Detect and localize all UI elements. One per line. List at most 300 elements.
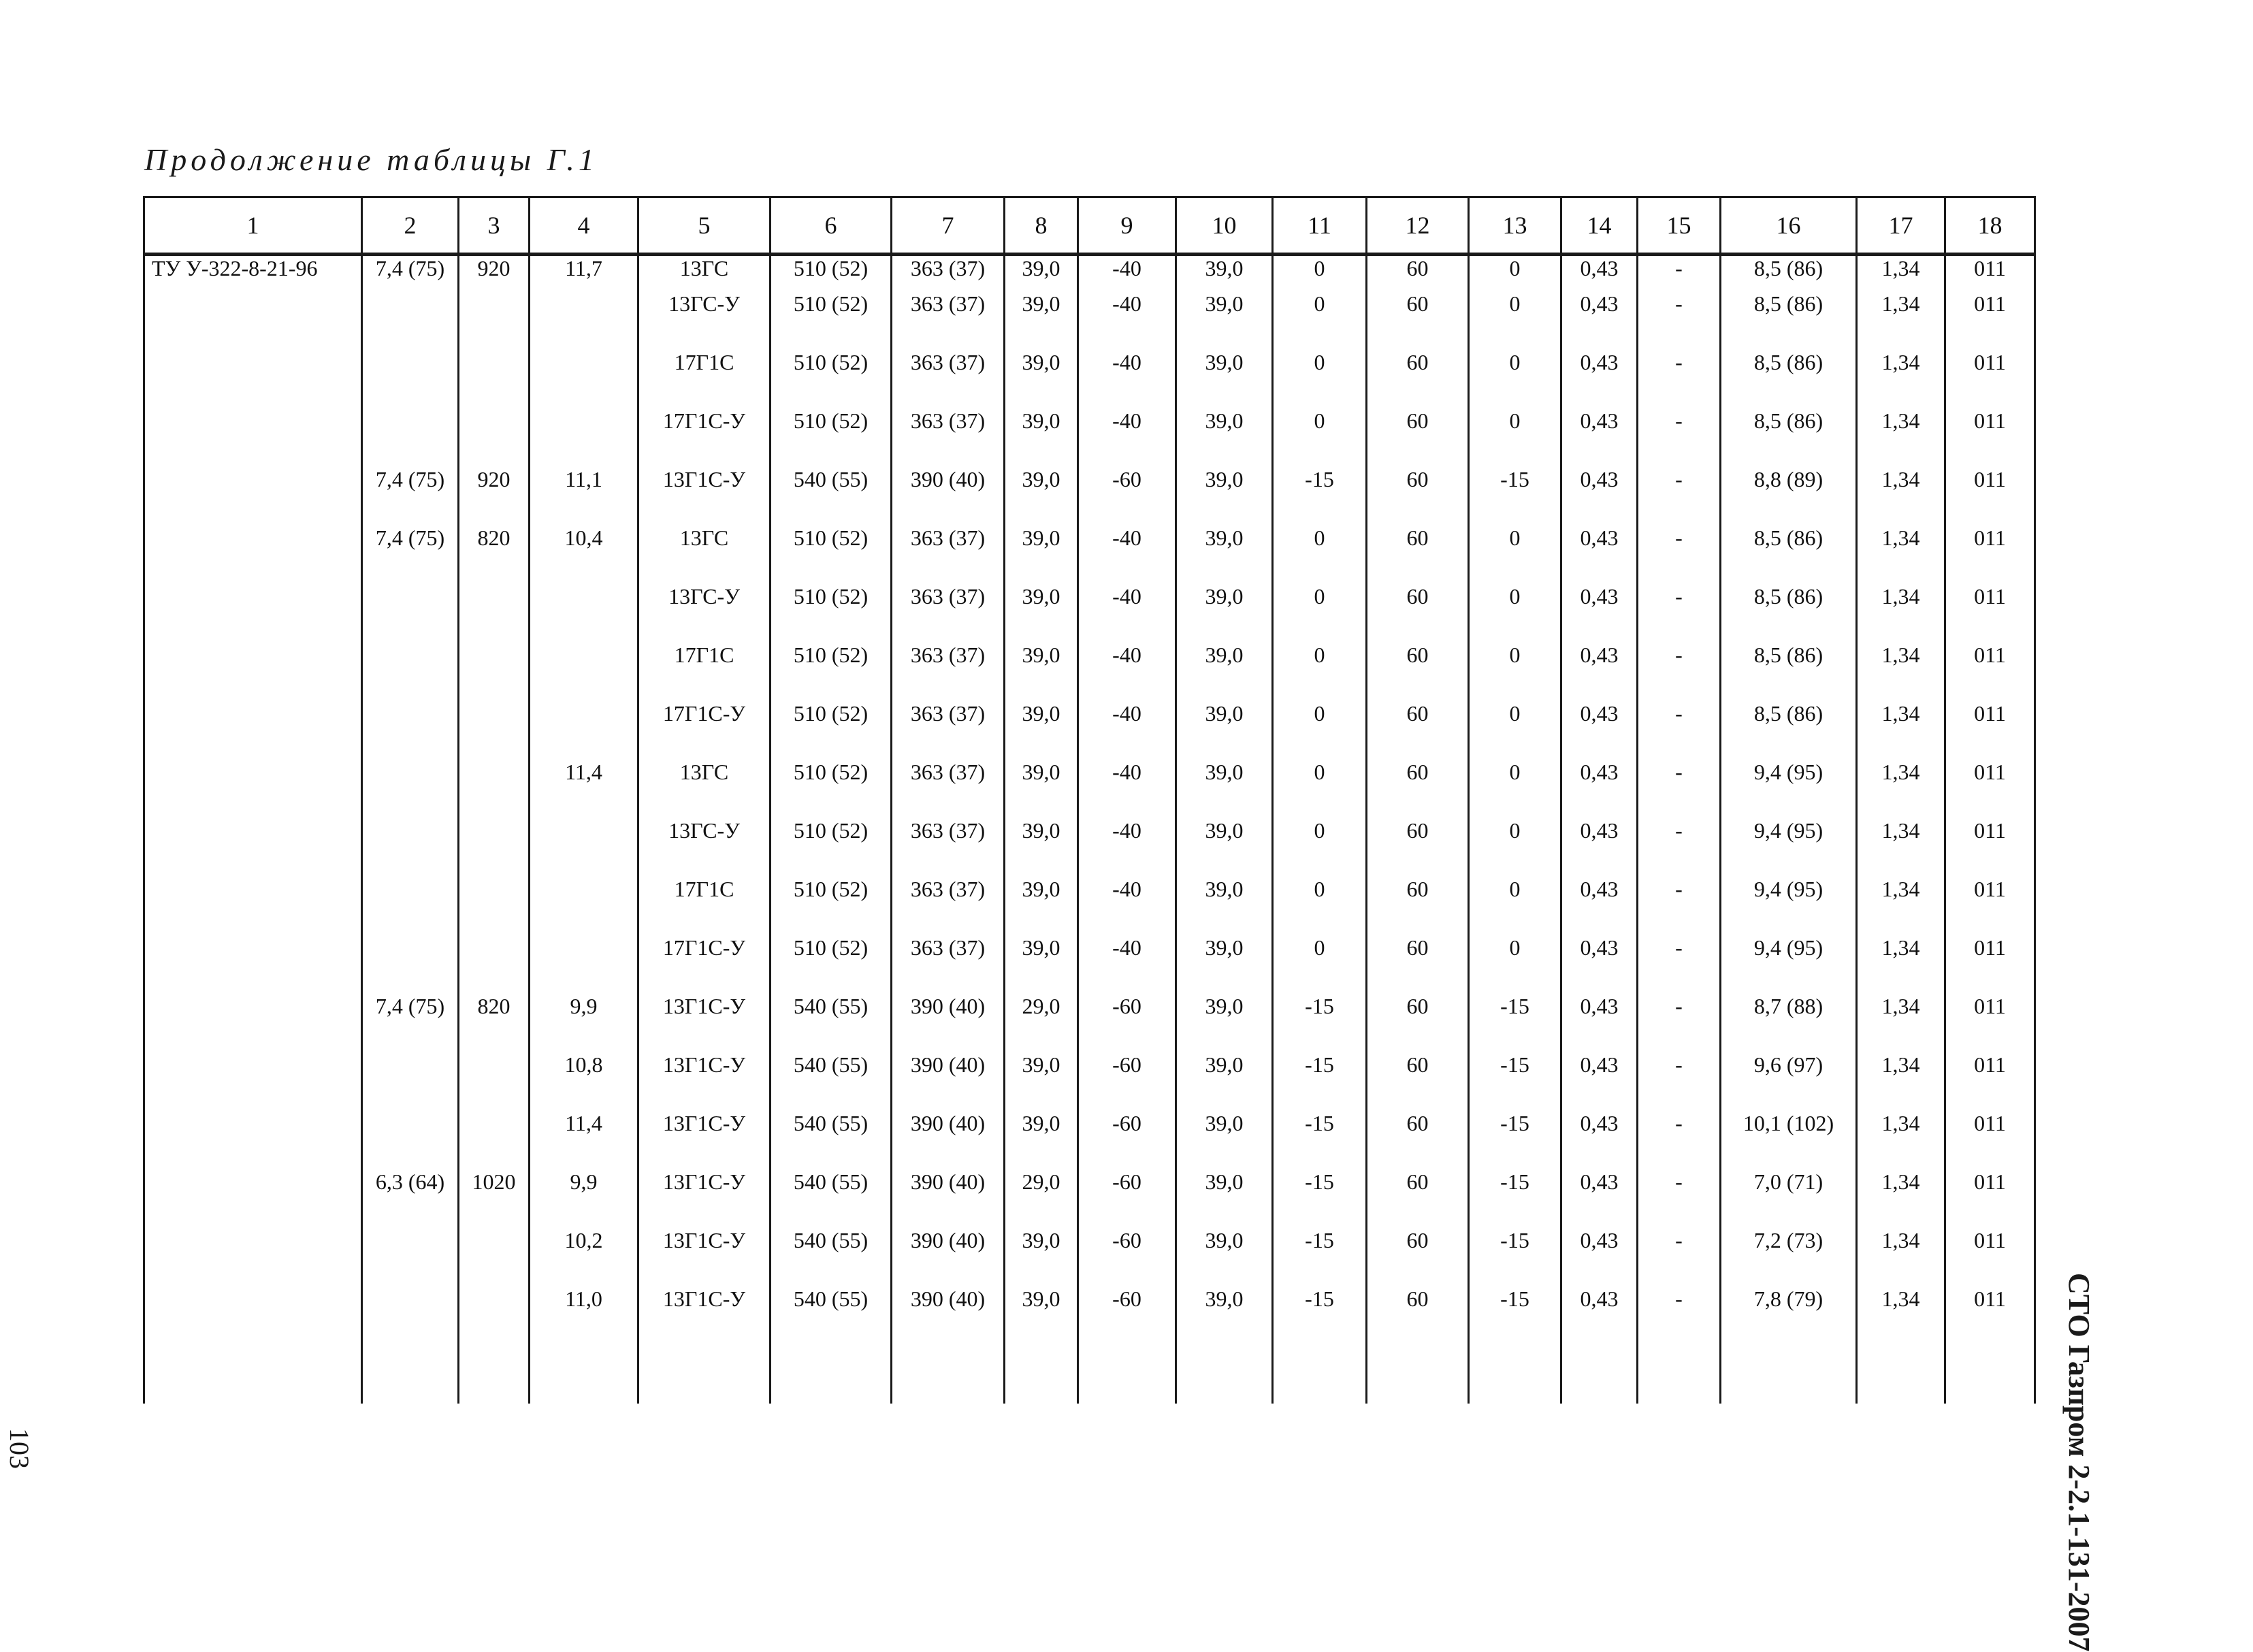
table-cell-col-14: 0,43 xyxy=(1561,877,1638,935)
table-cell-col-3: 820 xyxy=(459,994,530,1052)
table-cell-col-14: 0,43 xyxy=(1561,291,1638,350)
table-cell-col-5: 13Г1С-У xyxy=(638,1052,771,1111)
table-cell-col-18: 011 xyxy=(1945,935,2035,994)
column-header-18: 18 xyxy=(1945,197,2035,255)
table-cell-col-16: 8,8 (89) xyxy=(1721,467,1857,525)
table-row xyxy=(144,643,2035,701)
table-header-row xyxy=(144,197,2035,255)
table-cell-col-10: 39,0 xyxy=(1176,1169,1273,1228)
table-cell-col-4: 11,0 xyxy=(530,1286,638,1404)
table-cell-col-1 xyxy=(144,1169,362,1228)
table-cell-col-11: 0 xyxy=(1273,643,1367,701)
table-cell-col-12: 60 xyxy=(1367,818,1469,877)
table-cell-col-16: 8,7 (88) xyxy=(1721,994,1857,1052)
table-cell-col-5: 17Г1С-У xyxy=(638,935,771,994)
table-cell-col-4 xyxy=(530,935,638,994)
table-cell-col-13: 0 xyxy=(1469,877,1561,935)
column-header-3: 3 xyxy=(459,197,530,255)
table-cell-col-18: 011 xyxy=(1945,643,2035,701)
table-cell-col-10: 39,0 xyxy=(1176,291,1273,350)
table-cell-col-9: -40 xyxy=(1078,877,1176,935)
table-row xyxy=(144,818,2035,877)
table-cell-col-9: -40 xyxy=(1078,408,1176,467)
table-cell-col-17: 1,34 xyxy=(1857,643,1945,701)
table-cell-col-10: 39,0 xyxy=(1176,877,1273,935)
table-cell-col-16: 9,6 (97) xyxy=(1721,1052,1857,1111)
table-cell-col-2 xyxy=(362,1052,459,1111)
table-cell-col-11: 0 xyxy=(1273,255,1367,292)
column-header-6: 6 xyxy=(771,197,892,255)
column-header-13: 13 xyxy=(1469,197,1561,255)
table-cell-col-1 xyxy=(144,584,362,643)
table-cell-col-13: -15 xyxy=(1469,1228,1561,1286)
table-cell-col-15: - xyxy=(1638,467,1721,525)
data-table xyxy=(143,196,2036,1404)
table-cell-col-6: 510 (52) xyxy=(771,760,892,818)
table-cell-col-5: 13ГС xyxy=(638,525,771,584)
table-cell-col-3 xyxy=(459,1111,530,1169)
table-row xyxy=(144,877,2035,935)
table-cell-col-3: 920 xyxy=(459,467,530,525)
table-cell-col-15: - xyxy=(1638,877,1721,935)
table-cell-col-11: -15 xyxy=(1273,1228,1367,1286)
table-cell-col-5: 13ГС-У xyxy=(638,291,771,350)
table-cell-col-11: 0 xyxy=(1273,877,1367,935)
table-cell-col-15: - xyxy=(1638,1169,1721,1228)
table-cell-col-9: -40 xyxy=(1078,255,1176,292)
table-cell-col-9: -60 xyxy=(1078,1169,1176,1228)
table-cell-col-14: 0,43 xyxy=(1561,350,1638,408)
table-cell-col-11: 0 xyxy=(1273,350,1367,408)
table-cell-col-12: 60 xyxy=(1367,408,1469,467)
table-cell-col-1 xyxy=(144,408,362,467)
table-cell-col-17: 1,34 xyxy=(1857,584,1945,643)
table-cell-col-11: -15 xyxy=(1273,1169,1367,1228)
table-cell-col-6: 540 (55) xyxy=(771,1286,892,1404)
table-cell-col-17: 1,34 xyxy=(1857,701,1945,760)
table-cell-col-8: 39,0 xyxy=(1005,1111,1078,1169)
table-cell-col-8: 39,0 xyxy=(1005,291,1078,350)
table-cell-col-5: 17Г1С-У xyxy=(638,701,771,760)
table-cell-col-1 xyxy=(144,643,362,701)
table-cell-col-13: 0 xyxy=(1469,255,1561,292)
table-cell-col-3 xyxy=(459,760,530,818)
column-header-9: 9 xyxy=(1078,197,1176,255)
table-cell-col-4 xyxy=(530,643,638,701)
table-cell-col-10: 39,0 xyxy=(1176,643,1273,701)
table-cell-col-2: 7,4 (75) xyxy=(362,467,459,525)
table-body xyxy=(144,255,2035,1404)
table-cell-col-5: 13Г1С-У xyxy=(638,467,771,525)
table-cell-col-5: 13Г1С-У xyxy=(638,1228,771,1286)
table-cell-col-7: 363 (37) xyxy=(892,643,1005,701)
table-cell-col-11: -15 xyxy=(1273,467,1367,525)
table-cell-col-10: 39,0 xyxy=(1176,701,1273,760)
table-cell-col-8: 29,0 xyxy=(1005,994,1078,1052)
table-cell-col-17: 1,34 xyxy=(1857,408,1945,467)
table-cell-col-13: 0 xyxy=(1469,643,1561,701)
table-cell-col-5: 13ГС xyxy=(638,760,771,818)
table-cell-col-13: -15 xyxy=(1469,467,1561,525)
table-cell-col-12: 60 xyxy=(1367,1169,1469,1228)
table-cell-col-9: -40 xyxy=(1078,643,1176,701)
table-cell-col-5: 17Г1С xyxy=(638,643,771,701)
table-cell-col-17: 1,34 xyxy=(1857,1228,1945,1286)
table-cell-col-1 xyxy=(144,701,362,760)
table-cell-col-12: 60 xyxy=(1367,255,1469,292)
table-cell-col-14: 0,43 xyxy=(1561,584,1638,643)
table-cell-col-3 xyxy=(459,643,530,701)
table-cell-col-10: 39,0 xyxy=(1176,584,1273,643)
table-cell-col-16: 8,5 (86) xyxy=(1721,701,1857,760)
table-cell-col-15: - xyxy=(1638,643,1721,701)
table-cell-col-1 xyxy=(144,1052,362,1111)
table-cell-col-10: 39,0 xyxy=(1176,818,1273,877)
table-cell-col-1 xyxy=(144,467,362,525)
table-cell-col-12: 60 xyxy=(1367,935,1469,994)
table-cell-col-12: 60 xyxy=(1367,1111,1469,1169)
table-cell-col-15: - xyxy=(1638,935,1721,994)
table-cell-col-8: 39,0 xyxy=(1005,350,1078,408)
column-header-5: 5 xyxy=(638,197,771,255)
table-cell-col-4 xyxy=(530,877,638,935)
table-cell-col-18: 011 xyxy=(1945,1111,2035,1169)
table-cell-col-4: 11,7 xyxy=(530,255,638,292)
table-cell-col-2 xyxy=(362,877,459,935)
table-row xyxy=(144,408,2035,467)
table-cell-col-4 xyxy=(530,818,638,877)
table-cell-col-13: 0 xyxy=(1469,408,1561,467)
table-cell-col-16: 7,8 (79) xyxy=(1721,1286,1857,1404)
table-cell-col-17: 1,34 xyxy=(1857,1286,1945,1404)
table-cell-col-1 xyxy=(144,350,362,408)
table-cell-col-8: 39,0 xyxy=(1005,643,1078,701)
table-cell-col-10: 39,0 xyxy=(1176,935,1273,994)
page-number: 103 xyxy=(4,1428,35,1469)
table-cell-col-6: 540 (55) xyxy=(771,467,892,525)
table-cell-col-5: 17Г1С xyxy=(638,877,771,935)
table-cell-col-4 xyxy=(530,291,638,350)
table-cell-col-2 xyxy=(362,291,459,350)
table-cell-col-7: 363 (37) xyxy=(892,760,1005,818)
table-cell-col-14: 0,43 xyxy=(1561,1052,1638,1111)
table-cell-col-17: 1,34 xyxy=(1857,935,1945,994)
table-row xyxy=(144,760,2035,818)
table-cell-col-8: 29,0 xyxy=(1005,1169,1078,1228)
table-cell-col-5: 13Г1С-У xyxy=(638,1286,771,1404)
table-cell-col-2: 6,3 (64) xyxy=(362,1169,459,1228)
table-cell-col-14: 0,43 xyxy=(1561,255,1638,292)
table-cell-col-10: 39,0 xyxy=(1176,255,1273,292)
table-cell-col-8: 39,0 xyxy=(1005,877,1078,935)
table-cell-col-18: 011 xyxy=(1945,994,2035,1052)
table-cell-col-8: 39,0 xyxy=(1005,255,1078,292)
table-cell-col-16: 8,5 (86) xyxy=(1721,255,1857,292)
table-cell-col-4 xyxy=(530,584,638,643)
table-row xyxy=(144,935,2035,994)
table-cell-col-3 xyxy=(459,1228,530,1286)
table-cell-col-17: 1,34 xyxy=(1857,291,1945,350)
table-cell-col-13: 0 xyxy=(1469,525,1561,584)
table-cell-col-9: -60 xyxy=(1078,1286,1176,1404)
table-cell-col-18: 011 xyxy=(1945,1286,2035,1404)
table-cell-col-3: 920 xyxy=(459,255,530,292)
table-cell-col-17: 1,34 xyxy=(1857,994,1945,1052)
table-cell-col-13: 0 xyxy=(1469,760,1561,818)
table-cell-col-16: 8,5 (86) xyxy=(1721,584,1857,643)
table-cell-col-6: 510 (52) xyxy=(771,584,892,643)
table-cell-col-16: 10,1 (102) xyxy=(1721,1111,1857,1169)
table-cell-col-7: 363 (37) xyxy=(892,935,1005,994)
table-cell-col-18: 011 xyxy=(1945,467,2035,525)
table-caption: Продолжение таблицы Г.1 xyxy=(144,142,598,177)
table-cell-col-18: 011 xyxy=(1945,877,2035,935)
table-cell-col-3 xyxy=(459,877,530,935)
column-header-12: 12 xyxy=(1367,197,1469,255)
table-cell-col-5: 13Г1С-У xyxy=(638,1169,771,1228)
table-cell-col-4: 10,2 xyxy=(530,1228,638,1286)
table-cell-col-14: 0,43 xyxy=(1561,408,1638,467)
table-cell-col-8: 39,0 xyxy=(1005,1286,1078,1404)
data-table-container xyxy=(143,196,2034,1401)
table-row xyxy=(144,467,2035,525)
table-cell-col-9: -40 xyxy=(1078,584,1176,643)
table-row xyxy=(144,291,2035,350)
table-cell-col-5: 13ГС xyxy=(638,255,771,292)
table-cell-col-1 xyxy=(144,818,362,877)
table-cell-col-9: -40 xyxy=(1078,291,1176,350)
table-cell-col-2 xyxy=(362,701,459,760)
table-cell-col-6: 510 (52) xyxy=(771,350,892,408)
table-cell-col-11: -15 xyxy=(1273,1052,1367,1111)
table-cell-col-17: 1,34 xyxy=(1857,1052,1945,1111)
table-row xyxy=(144,1169,2035,1228)
table-cell-col-16: 9,4 (95) xyxy=(1721,877,1857,935)
table-cell-col-1: ТУ У-322-8-21-96 xyxy=(144,255,362,292)
table-cell-col-3 xyxy=(459,1052,530,1111)
table-cell-col-15: - xyxy=(1638,584,1721,643)
table-cell-col-11: 0 xyxy=(1273,760,1367,818)
column-header-4: 4 xyxy=(530,197,638,255)
table-cell-col-6: 510 (52) xyxy=(771,877,892,935)
table-cell-col-1 xyxy=(144,760,362,818)
table-cell-col-15: - xyxy=(1638,291,1721,350)
table-cell-col-17: 1,34 xyxy=(1857,1169,1945,1228)
table-cell-col-12: 60 xyxy=(1367,877,1469,935)
table-cell-col-17: 1,34 xyxy=(1857,350,1945,408)
table-cell-col-10: 39,0 xyxy=(1176,1228,1273,1286)
table-cell-col-3 xyxy=(459,935,530,994)
table-cell-col-12: 60 xyxy=(1367,760,1469,818)
table-cell-col-14: 0,43 xyxy=(1561,1228,1638,1286)
table-cell-col-8: 39,0 xyxy=(1005,760,1078,818)
table-cell-col-9: -40 xyxy=(1078,935,1176,994)
table-cell-col-13: 0 xyxy=(1469,935,1561,994)
table-cell-col-16: 8,5 (86) xyxy=(1721,408,1857,467)
table-cell-col-11: 0 xyxy=(1273,701,1367,760)
table-cell-col-7: 390 (40) xyxy=(892,1169,1005,1228)
table-cell-col-18: 011 xyxy=(1945,350,2035,408)
table-cell-col-15: - xyxy=(1638,818,1721,877)
table-cell-col-11: 0 xyxy=(1273,584,1367,643)
table-cell-col-7: 390 (40) xyxy=(892,1111,1005,1169)
table-cell-col-1 xyxy=(144,1286,362,1404)
table-cell-col-3 xyxy=(459,701,530,760)
table-cell-col-13: 0 xyxy=(1469,291,1561,350)
table-cell-col-5: 13Г1С-У xyxy=(638,994,771,1052)
table-cell-col-6: 510 (52) xyxy=(771,255,892,292)
table-cell-col-10: 39,0 xyxy=(1176,1052,1273,1111)
table-row xyxy=(144,701,2035,760)
table-cell-col-12: 60 xyxy=(1367,994,1469,1052)
table-cell-col-17: 1,34 xyxy=(1857,255,1945,292)
table-cell-col-18: 011 xyxy=(1945,1169,2035,1228)
table-cell-col-12: 60 xyxy=(1367,467,1469,525)
table-cell-col-15: - xyxy=(1638,760,1721,818)
table-cell-col-7: 390 (40) xyxy=(892,467,1005,525)
table-cell-col-18: 011 xyxy=(1945,1228,2035,1286)
table-cell-col-4: 9,9 xyxy=(530,994,638,1052)
table-cell-col-9: -60 xyxy=(1078,467,1176,525)
table-cell-col-1 xyxy=(144,291,362,350)
table-cell-col-15: - xyxy=(1638,1111,1721,1169)
column-header-1: 1 xyxy=(144,197,362,255)
table-cell-col-15: - xyxy=(1638,994,1721,1052)
table-cell-col-5: 17Г1С xyxy=(638,350,771,408)
table-cell-col-7: 363 (37) xyxy=(892,255,1005,292)
table-cell-col-15: - xyxy=(1638,408,1721,467)
table-cell-col-18: 011 xyxy=(1945,255,2035,292)
table-cell-col-12: 60 xyxy=(1367,643,1469,701)
table-cell-col-8: 39,0 xyxy=(1005,935,1078,994)
table-cell-col-16: 9,4 (95) xyxy=(1721,818,1857,877)
table-cell-col-2 xyxy=(362,408,459,467)
column-header-8: 8 xyxy=(1005,197,1078,255)
table-cell-col-16: 8,5 (86) xyxy=(1721,525,1857,584)
table-cell-col-2 xyxy=(362,1111,459,1169)
table-cell-col-15: - xyxy=(1638,525,1721,584)
table-cell-col-10: 39,0 xyxy=(1176,760,1273,818)
table-cell-col-18: 011 xyxy=(1945,408,2035,467)
table-cell-col-14: 0,43 xyxy=(1561,760,1638,818)
table-cell-col-10: 39,0 xyxy=(1176,1286,1273,1404)
table-cell-col-7: 390 (40) xyxy=(892,1286,1005,1404)
table-cell-col-2 xyxy=(362,350,459,408)
table-cell-col-17: 1,34 xyxy=(1857,877,1945,935)
table-cell-col-7: 363 (37) xyxy=(892,350,1005,408)
table-cell-col-8: 39,0 xyxy=(1005,1228,1078,1286)
table-cell-col-15: - xyxy=(1638,1052,1721,1111)
table-cell-col-1 xyxy=(144,1228,362,1286)
table-cell-col-16: 9,4 (95) xyxy=(1721,760,1857,818)
table-cell-col-4: 10,4 xyxy=(530,525,638,584)
table-cell-col-8: 39,0 xyxy=(1005,818,1078,877)
table-row xyxy=(144,584,2035,643)
table-cell-col-13: -15 xyxy=(1469,1111,1561,1169)
table-cell-col-2: 7,4 (75) xyxy=(362,255,459,292)
table-cell-col-18: 011 xyxy=(1945,1052,2035,1111)
table-cell-col-8: 39,0 xyxy=(1005,467,1078,525)
table-cell-col-14: 0,43 xyxy=(1561,1286,1638,1404)
document-code: СТО Газпром 2-2.1-131-2007 xyxy=(2062,1273,2096,1652)
table-cell-col-1 xyxy=(144,525,362,584)
table-cell-col-10: 39,0 xyxy=(1176,525,1273,584)
table-cell-col-4 xyxy=(530,350,638,408)
table-cell-col-16: 8,5 (86) xyxy=(1721,350,1857,408)
table-cell-col-7: 390 (40) xyxy=(892,1052,1005,1111)
table-cell-col-1 xyxy=(144,935,362,994)
table-cell-col-3 xyxy=(459,291,530,350)
table-cell-col-9: -60 xyxy=(1078,994,1176,1052)
table-cell-col-2 xyxy=(362,818,459,877)
table-cell-col-7: 363 (37) xyxy=(892,525,1005,584)
table-cell-col-6: 510 (52) xyxy=(771,408,892,467)
table-cell-col-13: 0 xyxy=(1469,350,1561,408)
table-cell-col-16: 7,2 (73) xyxy=(1721,1228,1857,1286)
table-cell-col-11: 0 xyxy=(1273,408,1367,467)
table-cell-col-9: -40 xyxy=(1078,760,1176,818)
table-row xyxy=(144,350,2035,408)
table-cell-col-7: 363 (37) xyxy=(892,818,1005,877)
table-cell-col-6: 540 (55) xyxy=(771,994,892,1052)
table-cell-col-10: 39,0 xyxy=(1176,350,1273,408)
table-cell-col-12: 60 xyxy=(1367,701,1469,760)
table-cell-col-8: 39,0 xyxy=(1005,525,1078,584)
table-cell-col-3: 820 xyxy=(459,525,530,584)
table-cell-col-17: 1,34 xyxy=(1857,818,1945,877)
table-cell-col-18: 011 xyxy=(1945,291,2035,350)
table-cell-col-10: 39,0 xyxy=(1176,994,1273,1052)
table-cell-col-9: -60 xyxy=(1078,1052,1176,1111)
table-cell-col-6: 510 (52) xyxy=(771,643,892,701)
table-cell-col-14: 0,43 xyxy=(1561,935,1638,994)
table-cell-col-12: 60 xyxy=(1367,1052,1469,1111)
table-cell-col-2 xyxy=(362,1228,459,1286)
table-cell-col-6: 510 (52) xyxy=(771,525,892,584)
table-cell-col-15: - xyxy=(1638,255,1721,292)
table-cell-col-2 xyxy=(362,643,459,701)
table-cell-col-7: 363 (37) xyxy=(892,701,1005,760)
table-cell-col-6: 510 (52) xyxy=(771,701,892,760)
table-cell-col-10: 39,0 xyxy=(1176,467,1273,525)
table-cell-col-9: -60 xyxy=(1078,1228,1176,1286)
column-header-17: 17 xyxy=(1857,197,1945,255)
table-cell-col-16: 7,0 (71) xyxy=(1721,1169,1857,1228)
table-row xyxy=(144,1228,2035,1286)
table-cell-col-9: -60 xyxy=(1078,1111,1176,1169)
table-cell-col-4: 11,1 xyxy=(530,467,638,525)
table-cell-col-3 xyxy=(459,818,530,877)
table-cell-col-6: 510 (52) xyxy=(771,935,892,994)
table-cell-col-4: 11,4 xyxy=(530,1111,638,1169)
table-cell-col-1 xyxy=(144,1111,362,1169)
table-cell-col-8: 39,0 xyxy=(1005,1052,1078,1111)
table-cell-col-2 xyxy=(362,1286,459,1404)
table-cell-col-4: 9,9 xyxy=(530,1169,638,1228)
table-cell-col-15: - xyxy=(1638,701,1721,760)
table-cell-col-14: 0,43 xyxy=(1561,467,1638,525)
table-cell-col-2 xyxy=(362,584,459,643)
table-row xyxy=(144,994,2035,1052)
table-cell-col-3 xyxy=(459,584,530,643)
table-cell-col-12: 60 xyxy=(1367,525,1469,584)
table-cell-col-10: 39,0 xyxy=(1176,408,1273,467)
table-cell-col-11: -15 xyxy=(1273,1286,1367,1404)
table-cell-col-8: 39,0 xyxy=(1005,408,1078,467)
table-row xyxy=(144,525,2035,584)
table-row xyxy=(144,255,2035,292)
table-cell-col-18: 011 xyxy=(1945,701,2035,760)
